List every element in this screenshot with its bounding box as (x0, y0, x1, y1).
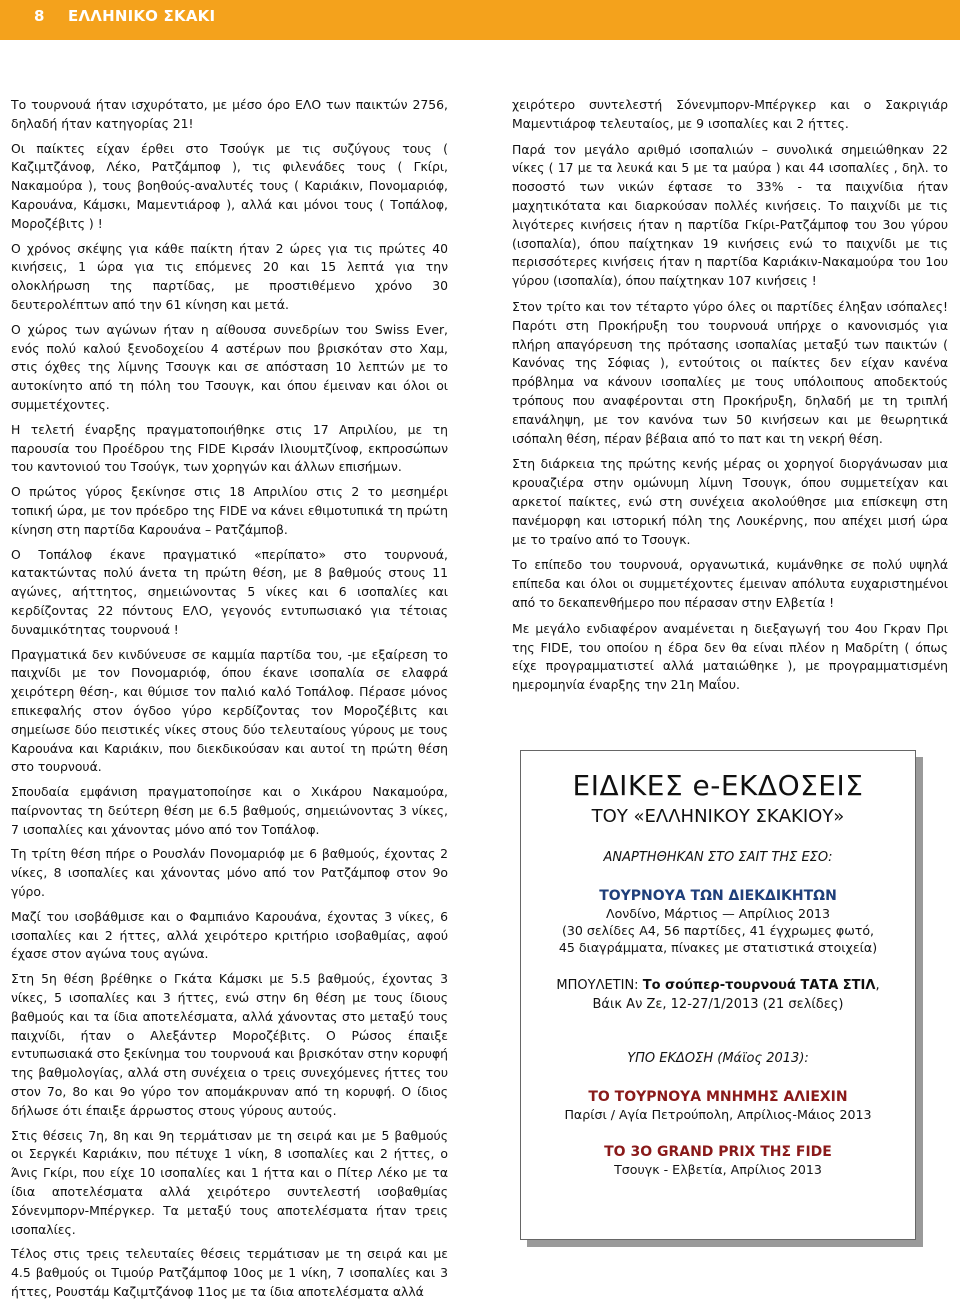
paragraph: Η τελετή έναρξης πραγματοποιήθηκε στις 17 Απριλίου, με τη παρουσία του Προέδρου της FIDE Κιρσάν Ιλιουμτζίνοφ, εκπροσώπων του καντονιού του Τσούγκ, των χορηγών και άλλων επισήμων. (11, 421, 448, 475)
paragraph: Οι παίκτες είχαν έρθει στο Τσούγκ με τις συζύγους τους ( Καζιμτζάνοφ, Λέκο, Ρατζάμποφ ), τις φιλενάδες τους ( Γκίρι, Νακαμούρα ), τους βοηθούς-αναλυτές τους ( Καριάκιν, Πονομαριόφ, Καρουάνα, Κάμσκι, Μαμεντιάροφ ), αλλά και μόνοι τους ( Τοπάλοφ, Μοροζέβιτς ) ! (11, 140, 448, 231)
paragraph: Το τουρνουά ήταν ισχυρότατο, με μέσο όρο ΕΛΟ των παικτών 2756, δηλαδή ήταν κατηγορίας 21! (11, 97, 448, 131)
upcoming-heading: ΥΠΟ ΕΚΔΟΣΗ (Μάϊος 2013): (627, 1051, 809, 1066)
paragraph: Στον τρίτο και τον τέταρτο γύρο όλες οι παρτίδες έληξαν ισόπαλες! Παρότι στη Προκήρυξη του τουρνουά υπήρχε ο κανονισμός για πλήρη απαγόρευση της πρότασης ισοπαλίας μεταξύ των παικτών ( Κανόνας της Σόφιας ), εντούτοις οι παίκτες δεν είχαν κανένα πρόβλημα να κάνουν ισοπαλίες με τους υπόλοιπους αποδεκτούς τρόπους που αναφέρονται στη Προκήρυξη, δηλαδή με τη τριπλή επανάληψη, με τον κανόνα των 50 κινήσεων και με θεωρητικά ισόπαλη θέση, πέραν βέβαια από το πατ και τη νεκρή θέση. (512, 298, 948, 446)
item-candidates-details: (30 σελίδες A4, 56 παρτίδες, 41 έγχρωμες φωτό, (561, 923, 875, 938)
paragraph: Τέλος στις τρεις τελευταίες θέσεις τερμάτισαν με τη σειρά και με 4.5 βαθμούς οι Τιμούρ Ρατζάμποφ 10ος με 1 νίκη, 7 ισοπαλίες και 3 ήττες, Ρουστάμ Καζιμτζάνοφ 11ος με τα ίδια αποτελέσματα αλλά (11, 1246, 448, 1300)
paragraph: Σπουδαία εμφάνιση πραγματοποίησε και ο Χικάρου Νακαμούρα, παίρνοντας τη δεύτερη θέση με 6.5 βαθμούς, σημειώνοντας 3 νίκες, 7 ισοπαλίες και χάνοντας μόνο από τον Τοπάλοφ. (11, 784, 448, 837)
item-candidates-details: 45 διαγράμματα, πίνακες με στατιστικά στοιχεία) (558, 940, 878, 955)
paragraph: Παρά τον μεγάλο αριθμό ισοπαλιών – συνολικά σημειώθηκαν 22 νίκες ( 17 με τα λευκά και 5 με τα μαύρα ) και 44 ισοπαλίες , δηλ. το ποσοστό των νικών έφτασε το 33% - τα παιχνίδια ήταν μαχητικότατα και διαρκούσαν πολλές κινήσεις. Το παιχνίδι με τις λιγότερες κινήσεις ήταν η παρτίδα Γκίρι-Ρατζάμποφ του 3ου γύρου (ισοπαλία), όπου παίχτηκαν 19 κινήσεις ενώ το παιχνίδι με τις περισσότερες κινήσεις ήταν η παρτίδα Καριάκιν-Νακαμούρα του 1ου γύρου (ισοπαλία), όπου παίχτηκαν 107 κινήσεις ! (512, 141, 948, 289)
paragraph: Πραγματικά δεν κινδύνευσε σε καμμία παρτίδα του, -με εξαίρεση το παιχνίδι με τον Πονομαριόφ, όπου έκανε ισοπαλία σε ελαφρά χειρότερη θέση-, και θύμισε τον παλιό καλό Τοπάλοφ. Πέρασε μόνος επικεφαλής στον όγδοο γύρο κερδίζοντας τον Μοροζέβιτς και σημείωσε δύο πειστικές νίκες στους δύο τελευταίους γύρους με τους Καρουάνα και Καριάκιν, που διεκδικούσαν και αυτοί τη πρώτη θέση στο τουρνουά. (11, 646, 448, 775)
paragraph: Το επίπεδο του τουρνουά, οργανωτικά, κυμάνθηκε σε πολύ υψηλά επίπεδα και όλοι οι συμμετέχοντες έμειναν απόλυτα ευχαριστημένοι από το δεκαπενθήμερο που πέρασαν στην Ελβετία ! (512, 557, 948, 610)
posted-heading: ΑΝΑΡΤΗΘΗΚΑΝ ΣΤΟ ΣΑΙΤ ΤΗΣ ΕΣΟ: (603, 850, 833, 865)
paragraph: Στις θέσεις 7η, 8η και 9η τερμάτισαν με τη σειρά και με 5 βαθμούς οι Σεργκέι Καριάκιν, που πέτυχε 1 νίκη, 8 ισοπαλίες και 2 ήττες, ο Άνις Γκίρι, που είχε 10 ισοπαλίες και 1 ήττα και ο Πίτερ Λέκο με τα ίδια αποτελέσματα αλλά χειρότερο συντελεστή ισοβαθμίας Σόνενμπορν-Μπέργκερ. Τα μεταξύ τους αποτελέσματα ήταν τρεις ισοπαλίες. (11, 1127, 448, 1237)
left-column (11, 96, 448, 1308)
paragraph: Ο Τοπάλοφ έκανε πραγματικό «περίπατο» στο τουρνουά, κατακτώντας πολύ άνετα τη πρώτη θέση, με 8 βαθμούς στους 11 αγώνες, αήττητος, σημειώνοντας 5 νίκες και 6 ισοπαλίες και κερδίζοντας 22 πόντους ΕΛΟ, γεγονός εντυπωσιακό για τέτοιας δυναμικότητας τουρνουά ! (11, 546, 448, 637)
paragraph: Στη διάρκεια της πρώτης κενής μέρας οι χορηγοί διοργάνωσαν μια κρουαζιέρα στην ομώνυμη λίμνη Τσουγκ, όπου συμμετείχαν και αρκετοί παίκτες, ενώ στη συνέχεια ακολούθησε μια επίσκεψη στη πανέμορφη και ιστορική πόλη της Λουκέρνης, που απέχει μισή ώρα με το τραίνο από το Τσουγκ. (512, 456, 948, 547)
e-editions-box (520, 750, 916, 1240)
bulletin-line (521, 976, 915, 1014)
paragraph: Ο χρόνος σκέψης για κάθε παίκτη ήταν 2 ώρες για τις πρώτες 40 κινήσεις, 1 ώρα για τις επόμενες 20 και 15 λεπτά για την ολοκλήρωση της παρτίδας, με προστιθέμενο χρόνο 30 δευτερολέπτων από την 61 κίνηση και μετά. (11, 240, 448, 312)
box-title: ΕΙΔΙΚΕΣ e-ΕΚΔΟΣΕΙΣ (572, 769, 864, 802)
item-candidates-place: Λονδίνο, Μάρτιος — Απρίλιος 2013 (605, 906, 831, 921)
page-header-bar (0, 0, 960, 40)
page-number: 8 (34, 7, 45, 25)
item-alekhine-title: ΤΟ ΤΟΥΡΝΟΥΑ ΜΝΗΜΗΣ ΑΛΙΕΧΙΝ (588, 1089, 848, 1105)
paragraph: Μαζί του ισοβάθμισε και ο Φαμπιάνο Καρουάνα, έχοντας 3 νίκες, 6 ισοπαλίες και 2 ήττες, αλλά χειρότερο κριτήριο ισοβαθμίας, αφού έχασε στον αγώνα τους αγώνα. (11, 908, 448, 962)
magazine-title: ΕΛΛΗΝΙΚΟ ΣΚΑΚΙ (68, 7, 216, 25)
bulletin-title: Το σούπερ-τουρνουά ΤΑΤΑ ΣΤΙΛ (642, 978, 876, 993)
paragraph: Με μεγάλο ενδιαφέρον αναμένεται η διεξαγωγή του 4ου Γκραν Πρι της FIDE, του οποίου η έδρα δεν θα είναι πλέον η Μαδρίτη ( όπως είχε προγραμματιστεί αλλά ματαιώθηκε ), με προγραμματισμένη ημερομηνία έναρξης την 21η Μαΐου. (512, 620, 948, 693)
bulletin-details: , Βάικ Αν Ζε, 12-27/1/2013 (21 σελίδες) (592, 978, 880, 1012)
item-alekhine-place: Παρίσι / Αγία Πετρούπολη, Απρίλιος-Μάιος 2013 (564, 1107, 872, 1122)
paragraph: Ο χώρος των αγώνων ήταν η αίθουσα συνεδρίων του Swiss Ever, ενός πολύ καλού ξενοδοχείου 4 αστέρων που βρισκόταν στο Χαμ, στις όχθες της λίμνης Τσουγκ και σε απόσταση 10 λεπτών με το αυτοκίνητο από τη πόλη του Τσουγκ, και όπου έμειναν και όλοι οι συμμετέχοντες. (11, 321, 448, 412)
paragraph: Ο πρώτος γύρος ξεκίνησε στις 18 Απριλίου στις 2 το μεσημέρι τοπική ώρα, με τον πρόεδρο της FIDE να κάνει εθιμοτυπικά τη πρώτη κίνηση στη παρτίδα Καρουάνα – Ρατζάμποβ. (11, 484, 448, 537)
item-grandprix-title: ΤΟ 3Ο GRAND PRIX ΤΗΣ FIDE (604, 1144, 832, 1160)
bulletin-label: ΜΠΟΥΛΕΤΙΝ: (556, 978, 643, 993)
paragraph: Στη 5η θέση βρέθηκε ο Γκάτα Κάμσκι με 5.5 βαθμούς, έχοντας 3 νίκες, 5 ισοπαλίες και 3 ήττες, ενώ στην 6η θέση με τους ίδιους βαθμούς και τα ίδια αποτελέσματα, αλλά χάνοντας στο μεταξύ τους παιχνίδι, ήταν ο Αλεξάντερ Μοροζέβιτς. Ο Ρώσος έπαιξε εντυπωσιακά στο ξεκίνημα του τουρνουά και βρισκόταν στην κορυφή της βαθμολογίας, αλλά στη συνέχεια ο τρεις συνεχόμενες ήττες του στον 7ο, 8ο και 9ο γύρο τον απομάκρυναν από τη κορυφή. Ο ίδιος δήλωσε ότι έπαιξε άρρωστος στους γύρους αυτούς. (11, 971, 448, 1118)
paragraph: χειρότερο συντελεστή Σόνενμπορν-Μπέργκερ και ο Σακριγιάρ Μαμεντιάροφ τελευταίος, με 9 ισοπαλίες και 2 ήττες. (512, 97, 948, 131)
right-column (512, 96, 948, 702)
item-candidates-title: ΤΟΥΡΝΟΥΑ ΤΩΝ ΔΙΕΚΔΙΚΗΤΩΝ (599, 888, 837, 904)
paragraph: Τη τρίτη θέση πήρε ο Ρουσλάν Πονομαριόφ με 6 βαθμούς, έχοντας 2 νίκες, 8 ισοπαλίες και χάνοντας μόνο από τον Ρατζάμποφ στον 9ο γύρο. (11, 846, 448, 900)
box-subtitle: ΤΟΥ «ΕΛΛΗΝΙΚΟΥ ΣΚΑΚΙΟΥ» (591, 806, 845, 827)
item-grandprix-place: Τσουγκ - Ελβετία, Απρίλιος 2013 (614, 1162, 822, 1177)
